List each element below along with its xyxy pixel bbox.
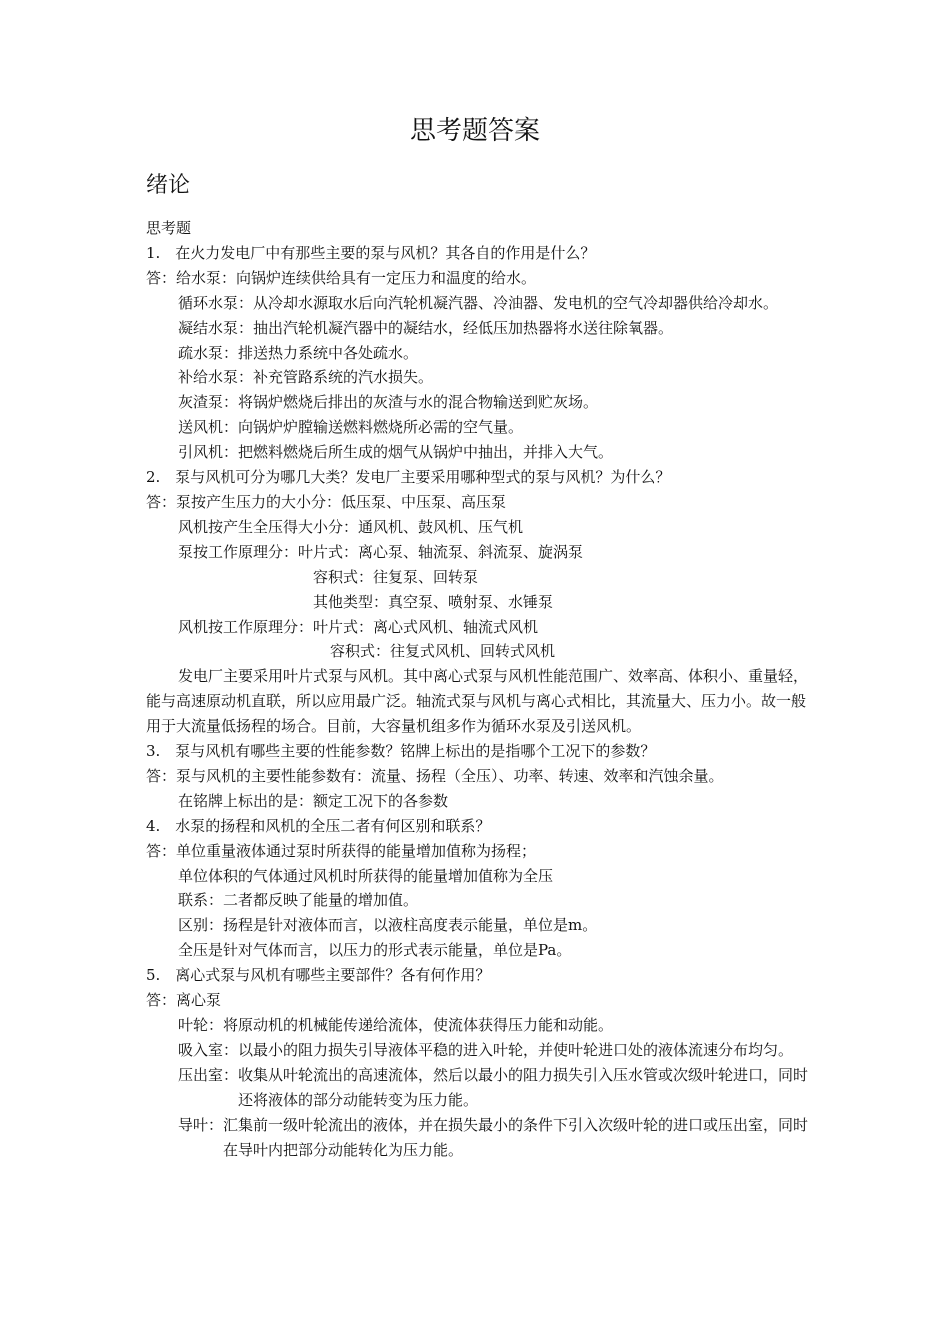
- question-5: 5. 离心式泵与风机有哪些主要部件？各有何作用？: [146, 966, 491, 985]
- page-title: 思考题答案: [409, 116, 540, 146]
- guide-vane-text: 汇集前一级叶轮流出的液体，并在损失最小的条件下引入次级叶轮的进口或压出室，同时在导叶内把部分动能转化为压力能。: [223, 1115, 809, 1159]
- question-2: 2. 泵与风机可分为哪几大类？发电厂主要采用哪种型式的泵与风机？为什么？: [146, 468, 671, 487]
- question-3: 3. 泵与风机有哪些主要的性能参数？铭牌上标出的是指哪个工况下的参数？: [146, 742, 656, 761]
- answer-line: 联系：二者都反映了能量的增加值。: [178, 891, 419, 910]
- suction-chamber-label: 吸入室：: [178, 1040, 239, 1059]
- answer-line: 区别：扬程是针对液体而言，以液柱高度表示能量，单位是m。: [178, 916, 598, 935]
- answer-line: 答：离心泵: [146, 991, 222, 1010]
- suction-chamber-item: [146, 1038, 810, 1063]
- volute-label: 压出室：: [178, 1065, 239, 1084]
- volute-item: [146, 1063, 810, 1113]
- answer-line: 送风机：向锅炉炉膛输送燃料燃烧所必需的空气量。: [178, 418, 524, 437]
- subheading: 思考题: [146, 219, 192, 237]
- answer-line: 疏水泵：排送热力系统中各处疏水。: [178, 343, 419, 362]
- answer-line: 答：给水泵：向锅炉连续供给具有一定压力和温度的给水。: [146, 268, 537, 287]
- answer-line: 叶轮：将原动机的机械能传递给流体，使流体获得压力能和动能。: [178, 1016, 614, 1034]
- answer-line: 容积式：往复泵、回转泵: [313, 567, 479, 586]
- answer-line: 单位体积的气体通过风机时所获得的能量增加值称为全压: [178, 866, 554, 885]
- answer-line: 答：泵与风机的主要性能参数有：流量、扬程（全压）、功率、转速、效率和汽蚀余量。: [146, 766, 724, 785]
- volute-text: 收集从叶轮流出的高速流体，然后以最小的阻力损失引入压水管或次级叶轮进口，同时还将液体的部分动能转变为压力能。: [238, 1065, 809, 1109]
- answer-line: 全压是针对气体而言，以压力的形式表示能量，单位是Pa。: [178, 941, 572, 960]
- question-1: 1. 在火力发电厂中有那些主要的泵与风机？其各自的作用是什么？: [146, 243, 596, 262]
- document-body: [146, 216, 810, 1162]
- answer-line: 凝结水泵：抽出汽轮机凝汽器中的凝结水，经低压加热器将水送往除氧器。: [178, 318, 674, 337]
- answer-line: 补给水泵：补充管路系统的汽水损失。: [178, 368, 434, 387]
- answer-line: 风机按产生全压得大小分：通风机、鼓风机、压气机: [178, 517, 524, 536]
- answer-line: 答：单位重量液体通过泵时所获得的能量增加值称为扬程；: [146, 841, 537, 860]
- answer-line: 引风机：把燃料燃烧后所生成的烟气从锅炉中抽出，并排入大气。: [178, 443, 614, 462]
- answer-line: 其他类型：真空泵、喷射泵、水锤泵: [313, 592, 554, 611]
- answer-line: 风机按工作原理分：叶片式：离心式风机、轴流式风机: [178, 617, 539, 636]
- answer-line: 容积式：往复式风机、回转式风机: [330, 642, 556, 661]
- answer-line: 灰渣泵：将锅炉燃烧后排出的灰渣与水的混合物输送到贮灰场。: [178, 393, 599, 412]
- guide-vane-item: [146, 1113, 810, 1163]
- question-4: 4. 水泵的扬程和风机的全压二者有何区别和联系？: [146, 816, 491, 835]
- answer-paragraph: 循环水泵：从冷却水源取水后向汽轮机凝汽器、冷油器、发电机的空气冷却器供给冷却水。: [178, 293, 779, 312]
- answer-line: 在铭牌上标出的是：额定工况下的各参数: [178, 791, 449, 810]
- guide-vane-label: 导叶：: [178, 1115, 224, 1134]
- answer-line: 泵按工作原理分：叶片式：离心泵、轴流泵、斜流泵、旋涡泵: [178, 542, 584, 561]
- suction-chamber-text: 以最小的阻力损失引导液体平稳的进入叶轮，并使叶轮进口处的液体流速分布均匀。: [238, 1040, 794, 1059]
- answer-line: 答：泵按产生压力的大小分：低压泵、中压泵、高压泵: [146, 492, 507, 511]
- answer-paragraph: 发电厂主要采用叶片式泵与风机。其中离心式泵与风机性能范围广、效率高、体积小、重量轻，能与高速原动机直联，所以应用最广泛。轴流式泵与风机与离心式相比，其流量大、压力小。故一般用于大流量低扬程的场合。目前，大容量机组多作为循环水泵及引送风机。: [146, 667, 809, 736]
- section-title: 绪论: [146, 173, 191, 198]
